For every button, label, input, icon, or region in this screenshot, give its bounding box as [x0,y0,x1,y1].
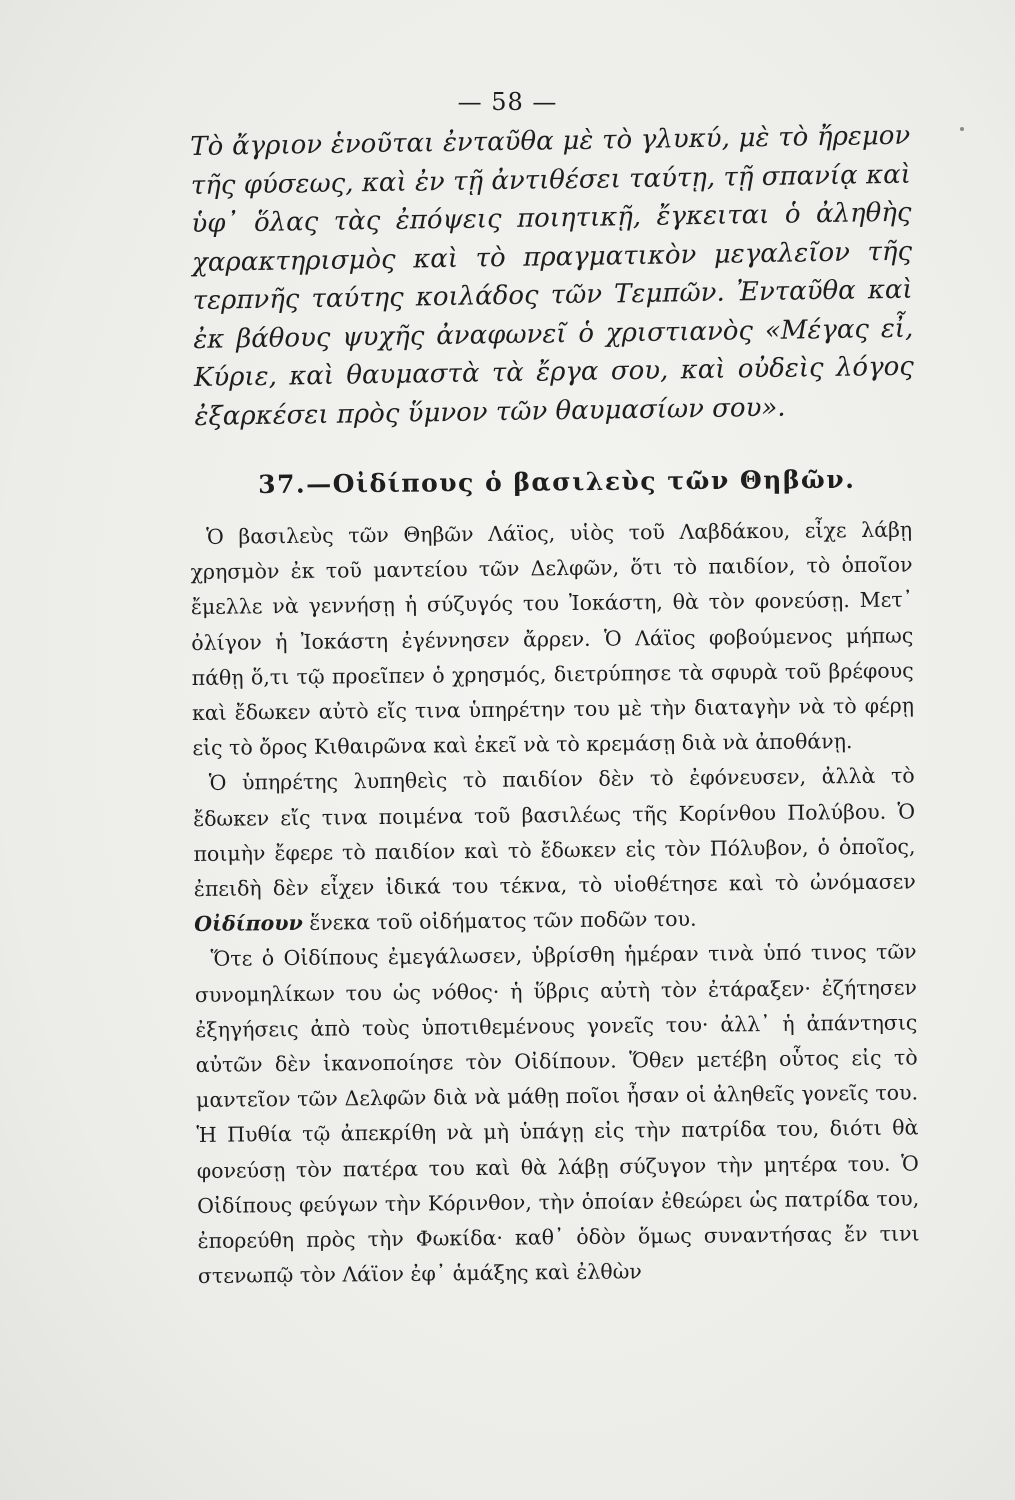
paper-speck [960,127,964,131]
body-paragraph-3: Ὅτε ὁ Οἰδίπους ἐμεγάλωσεν, ὑβρίσθη ἡμέραν τινὰ ὑπό τινος τῶν συνομηλίκων του ὡς νόθος· ἡ ὕβρις αὐτὴ τὸν ἐτάραξεν· ἐζήτησεν ἐξηγήσεις ἀπὸ τοὺς ὑποτιθεμένους γονεῖς του· ἀλλ᾽ ἡ ἀπάντησις αὐτῶν δὲν ἱκανοποίησε τὸν Οἰδίπουν. Ὅθεν μετέβη οὗτος εἰς τὸ μαντεῖον τῶν Δελφῶν διὰ νὰ μάθῃ ποῖοι ἦσαν οἱ ἀληθεῖς γονεῖς του. Ἡ Πυθία τῷ ἀπεκρίθη νὰ μὴ ὑπάγῃ εἰς τὴν πατρίδα του, διότι θὰ φονεύσῃ τὸν πατέρα του καὶ θὰ λάβῃ σύζυγον τὴν μητέρα του. Ὁ Οἰδίπους φεύγων τὴν Κόρινθον, τὴν ὁποίαν ἐθεώρει ὡς πατρίδα του, ἐπορεύθη πρὸς τὴν Φωκίδα· καθ᾽ ὁδὸν ὅμως συναντήσας ἔν τινι στενωπῷ τὸν Λάϊον ἐφ᾽ ἁμάξης καὶ ἐλθὼν [194,939,920,1289]
section-body [190,512,920,1294]
body-paragraph-2 [193,759,917,943]
section-heading: 37.—Οἰδίπους ὁ βασιλεὺς τῶν Θηβῶν. [258,464,856,499]
body-paragraph-2-end: ἕνεκα τοῦ οἰδήματος τῶν ποδῶν του. [302,906,697,936]
body-paragraph-1: Ὁ βασιλεὺς τῶν Θηβῶν Λάϊος, υἱὸς τοῦ Λαβδάκου, εἶχε λάβῃ χρησμὸν ἐκ τοῦ μαντείου τῶν Δελφῶν, ὅτι τὸ παιδίον, τὸ ὁποῖον ἔμελλε νὰ γεννήσῃ ἡ σύζυγός του Ἰοκάστη, θὰ τὸν φονεύσῃ. Μετ᾽ ὀλίγον ἡ Ἰοκάστη ἐγέννησεν ἄρρεν. Ὁ Λάϊος φοβούμενος μήπως πάθῃ ὅ,τι τῷ προεῖπεν ὁ χρησμός, διετρύπησε τὰ σφυρὰ τοῦ βρέφους καὶ ἔδωκεν αὐτὸ εἴς τινα ὑπηρέτην του μὲ τὴν διαταγὴν νὰ τὸ φέρῃ εἰς τὸ ὄρος Κιθαιρῶνα καὶ ἐκεῖ νὰ τὸ κρεμάσῃ διὰ νὰ ἀποθάνῃ. [190,517,915,761]
page-number: — 58 — [457,88,558,116]
body-paragraph-2-text: Ὁ ὑπηρέτης λυπηθεὶς τὸ παιδίον δὲν τὸ ἐφόνευσεν, ἀλλὰ τὸ ἔδωκεν εἴς τινα ποιμένα τοῦ βασιλέως τῆς Κορίνθου Πολύβου. Ὁ ποιμὴν ἔφερε τὸ παιδίον καὶ τὸ ἔδωκεν εἰς τὸν Πόλυβον, ὁ ὁποῖος, ἐπειδὴ δὲν εἶχεν ἰδικά του τέκνα, τὸ υἱοθέτησε καὶ τὸ ὠνόμασεν [193,763,916,902]
emphasized-name: Οἰδίπουν [194,911,303,937]
intro-paragraph: Τὸ ἄγριον ἑνοῦται ἐνταῦθα μὲ τὸ γλυκύ, μὲ τὸ ἤρεμον τῆς φύσεως, καὶ ἐν τῇ ἀντιθέσει ταύτῃ, τῇ σπανίᾳ καὶ ὑφ᾽ ὅλας τὰς ἐπόψεις ποιητικῇ, ἔγκειται ὁ ἀληθὴς χαρακτηρισμὸς καὶ τὸ πραγματικὸν μεγαλεῖον τῆς τερπνῆς ταύτης κοιλάδος τῶν Τεμπῶν. Ἐνταῦθα καὶ ἐκ βάθους ψυχῆς ἀναφωνεῖ ὁ χριστιανὸς «Μέγας εἶ, Κύριε, καὶ θαυμαστὰ τὰ ἔργα σου, καὶ οὐδεὶς λόγος ἐξαρκέσει πρὸς ὕμνον τῶν θαυμασίων σου». [190,120,915,432]
